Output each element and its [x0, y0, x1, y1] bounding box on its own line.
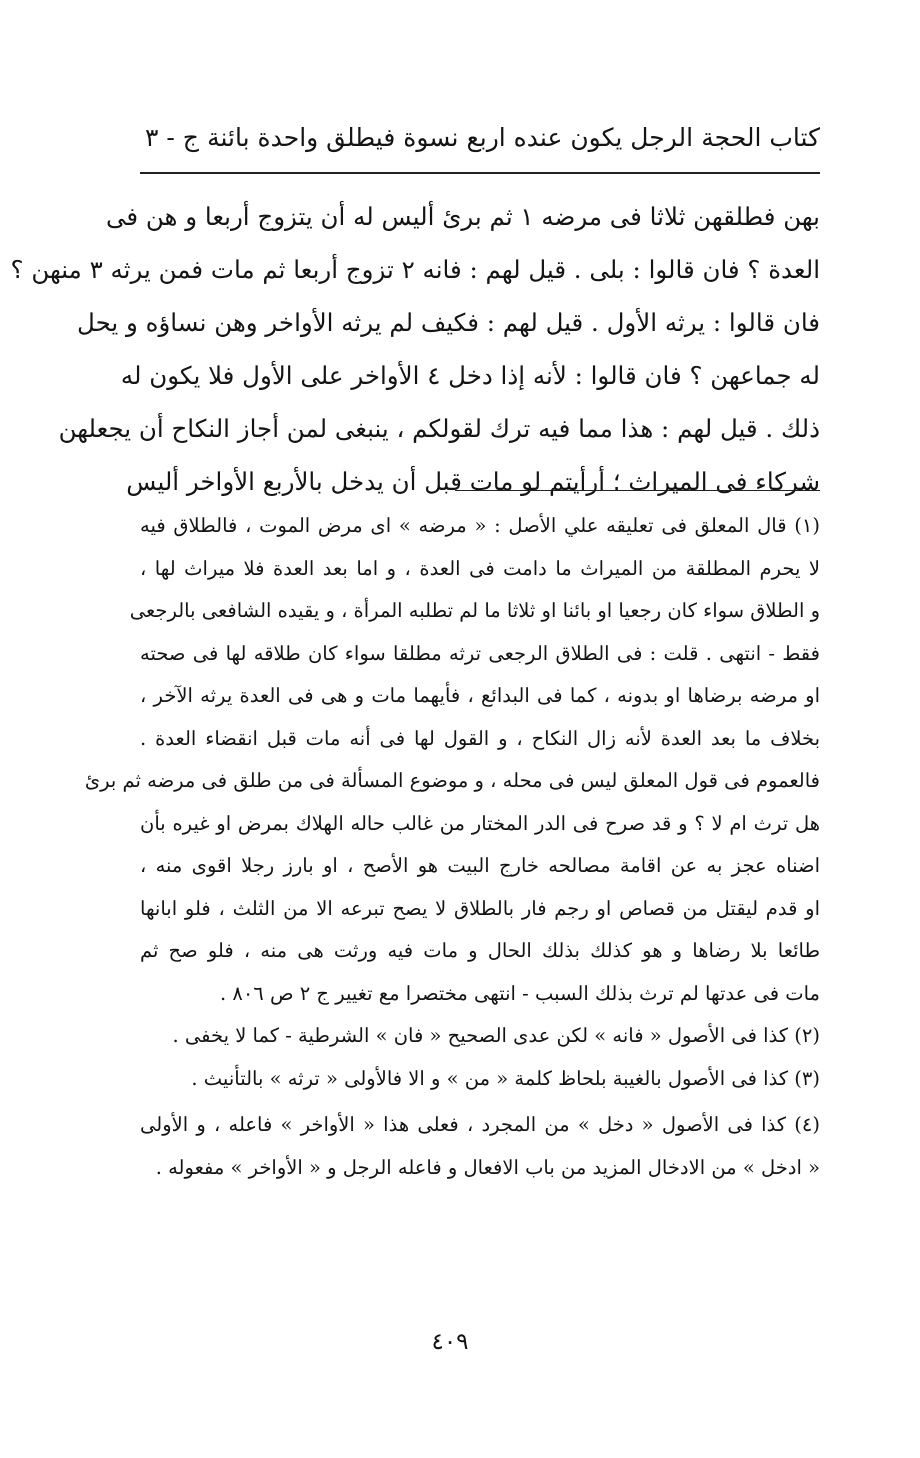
main-text — [10, 190, 820, 508]
footnote-line: فالعموم فى قول المعلق ليس فى محله ، و موضوع المسألة فى من طلق فى مرضه ثم برئ — [84, 769, 820, 792]
footnote-line: و الطلاق سواء كان رجعيا او بائنا او ثلاثا ما لم تطلبه المرأة ، و يقيده الشافعى بالرجعى — [129, 599, 820, 622]
footnotes — [84, 505, 820, 1189]
main-text-line: شركاء فى الميراث ؛ أرأيتم لو مات قبل أن يدخل بالأربع الأواخر أليس — [126, 467, 820, 496]
footnote-line: بخلاف ما بعد العدة لأنه زال النكاح ، و القول لها فى أنه مات قبل انقضاء العدة . — [140, 726, 820, 750]
main-text-line: العدة ؟ فان قالوا : بلى . قيل لهم : فانه ٢ تزوج أربعا ثم مات فمن يرثه ٣ منهن ؟ — [10, 255, 820, 284]
footnote-line: او قدم ليقتل من قصاص او رجم فار بالطلاق لا يصح تبرعه الا من الثلث ، فلو ابانها — [140, 896, 820, 920]
running-header — [145, 118, 820, 158]
main-text-line: له جماعهن ؟ فان قالوا : لأنه إذا دخل ٤ الأواخر على الأول فلا يكون له — [120, 361, 820, 390]
footnote-line: طائعا بلا رضاها و هو كذلك بذلك الحال و مات فيه ورثت هى منه ، فلو صح ثم — [140, 939, 820, 962]
footnote-line: اضناه عجز به عن اقامة مصالحه خارج البيت هو الأصح ، او بارز رجلا اقوى منه ، — [140, 854, 820, 877]
header-volume: ج - ٣ — [145, 123, 199, 152]
header-chapter-title: الرجل يكون عنده اربع نسوة فيطلق واحدة بائنة — [207, 123, 694, 152]
footnote-line: « ادخل » من الادخال المزيد من باب الافعال و فاعله الرجل و « الأواخر » مفعوله . — [155, 1155, 820, 1179]
footnote-line: (٢) كذا فى الأصول « فانه » لكن عدى الصحيح « فان » الشرطية - كما لا يخفى . — [172, 1024, 820, 1047]
footnote-line: هل ترث ام لا ؟ و قد صرح فى الدر المختار من غالب حاله الهلاك بمرض او غيره بأن — [140, 811, 820, 835]
main-text-line: بهن فطلقهن ثلاثا فى مرضه ١ ثم برئ أليس له أن يتزوج أربعا و هن فى — [105, 202, 820, 231]
main-text-line: فان قالوا : يرثه الأول . قيل لهم : فكيف لم يرثه الأواخر وهن نساؤه و يحل — [77, 308, 820, 337]
footnote-line: فقط - انتهى . قلت : فى الطلاق الرجعى ترثه مطلقا سواء كان طلاقه لها فى صحته — [140, 641, 820, 665]
footnote-line: لا يحرم المطلقة من الميراث ما دامت فى العدة ، و اما بعد العدة فلا ميراث لها ، — [140, 556, 820, 580]
footnote-line: (٤) كذا فى الأصول « دخل » من المجرد ، فعلى هذا « الأواخر » فاعله ، و الأولى — [140, 1113, 820, 1136]
page-number: ٤٠٩ — [431, 1329, 469, 1355]
main-text-line: ذلك . قيل لهم : هذا مما فيه ترك لقولكم ، ينبغى لمن أجاز النكاح أن يجعلهن — [58, 414, 820, 443]
footnote-line: او مرضه برضاها او بدونه ، كما فى البدائع ، فأيهما مات و هى فى العدة يرثه الآخر ، — [140, 684, 820, 707]
footnote-line: (١) قال المعلق فى تعليقه علي الأصل : « مرضه » اى مرض الموت ، فالطلاق فيه — [140, 514, 820, 537]
footnote-line: (٣) كذا فى الأصول بالغيبة بلحاظ كلمة « من » و الا فالأولى « ترثه » بالتأنيث . — [191, 1066, 820, 1090]
header-rule — [140, 172, 820, 174]
footnote-line: مات فى عدتها لم ترث بذلك السبب - انتهى مختصرا مع تغيير ج ٢ ص ٨٠٦ . — [219, 981, 820, 1005]
header-book-title: كتاب الحجة — [701, 123, 820, 152]
footnote-rule — [455, 490, 820, 491]
